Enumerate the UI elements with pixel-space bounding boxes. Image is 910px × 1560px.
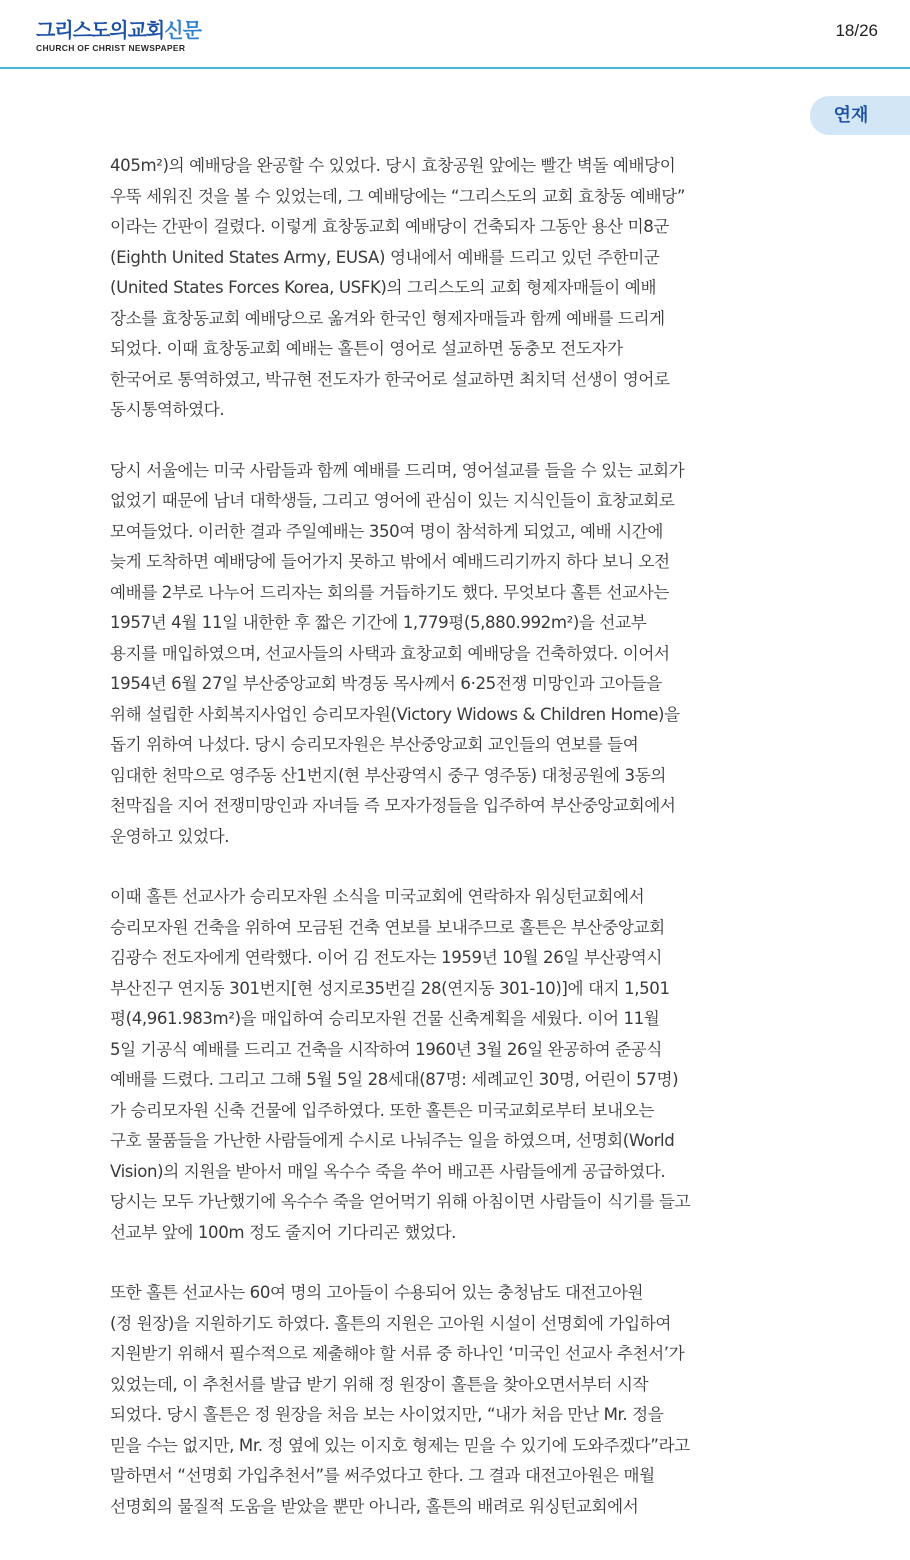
text-line: 용지를 매입하였으며, 선교사들의 사택과 효창교회 예배당을 건축하였다. 이어서 xyxy=(110,643,670,663)
text-line: 한국어로 통역하였고, 박규현 전도자가 한국어로 설교하면 최치덕 선생이 영어로 xyxy=(110,369,670,389)
logo-wordmark-accent: 신문 xyxy=(164,18,201,42)
text-line: 모여들었다. 이러한 결과 주일예배는 350여 명이 참석하게 되었고, 예배 시간에 xyxy=(110,521,663,541)
text-line: 돕기 위하여 나섰다. 당시 승리모자원은 부산중앙교회 교인들의 연보를 들여 xyxy=(110,735,639,754)
text-line: 이때 홀튼 선교사가 승리모자원 소식을 미국교회에 연락하자 워싱턴교회에서 xyxy=(110,887,645,906)
text-line: 가 승리모자원 신축 건물에 입주하였다. 또한 홀튼은 미국교회로부터 보내오는 xyxy=(110,1100,655,1120)
text-line: 되었다. 당시 홀튼은 정 원장을 처음 보는 사이었지만, “내가 처음 만난 Mr. 정을 xyxy=(110,1405,664,1424)
page-number: 18/26 xyxy=(835,21,878,40)
text-line: 선명회의 물질적 도움을 받았을 뿐만 아니라, 홀튼의 배려로 워싱턴교회에서 xyxy=(110,1496,639,1516)
article-body xyxy=(110,151,810,1552)
text-line: 이라는 간판이 걸렸다. 이렇게 효창동교회 예배당이 건축되자 그동안 용산 미8군 xyxy=(110,217,670,236)
newspaper-logo[interactable] xyxy=(36,19,206,53)
text-line: 우뚝 세워진 것을 볼 수 있었는데, 그 예배당에는 “그리스도의 교회 효창동 예배당” xyxy=(110,186,686,206)
text-line: 김광수 전도자에게 연락했다. 이어 김 전도자는 1959년 10월 26일 부산광역시 xyxy=(110,948,663,967)
article-paragraph xyxy=(110,151,810,426)
text-line: 예배를 드렸다. 그리고 그해 5월 5일 28세대(87명: 세례교인 30명, 어린이 57명) xyxy=(110,1070,679,1089)
text-line: 평(4,961.983m²)을 매입하여 승리모자원 건물 신축계획을 세웠다. 이어 11월 xyxy=(110,1009,660,1028)
article-paragraph xyxy=(110,456,810,853)
text-line: 당시 서울에는 미국 사람들과 함께 예배를 드리며, 영어설교를 들을 수 있는 교회가 xyxy=(110,460,685,480)
text-line: 없었기 때문에 남녀 대학생들, 그리고 영어에 관심이 있는 지식인들이 효창교회로 xyxy=(110,491,675,510)
text-line: 승리모자원 건축을 위하여 모금된 건축 연보를 보내주므로 홀튼은 부산중앙교회 xyxy=(110,917,665,937)
text-line: 예배를 2부로 나누어 드리자는 회의를 거듭하기도 했다. 무엇보다 홀튼 선교사는 xyxy=(110,582,670,602)
text-line: 당시는 모두 가난했기에 옥수수 죽을 얻어먹기 위해 아침이면 사람들이 식기를 들고 xyxy=(110,1192,691,1211)
text-line: 1957년 4월 11일 내한한 후 짧은 기간에 1,779평(5,880.992m²)을 선교부 xyxy=(110,613,647,632)
logo-wordmark-main: 그리스도의교회 xyxy=(36,18,165,42)
text-line: 천막집을 지어 전쟁미망인과 자녀들 즉 모자가정들을 입주하여 부산중앙교회에서 xyxy=(110,796,676,815)
text-line: (정 원장)을 지원하기도 하였다. 홀튼의 지원은 고아원 시설이 선명회에 가입하여 xyxy=(110,1313,672,1333)
text-line: 말하면서 “선명회 가입추천서”를 써주었다고 한다. 그 결과 대전고아원은 매월 xyxy=(110,1466,655,1485)
text-line: 또한 홀튼 선교사는 60여 명의 고아들이 수용되어 있는 충청남도 대전고아원 xyxy=(110,1283,644,1302)
article-paragraph xyxy=(110,882,810,1248)
text-line: 위해 설립한 사회복지사업인 승리모자원(Victory Widows & Children Home)을 xyxy=(110,704,680,724)
text-line: 장소를 효창동교회 예배당으로 옮겨와 한국인 형제자매들과 함께 예배를 드리게 xyxy=(110,308,665,328)
text-line: 부산진구 연지동 301번지[현 성지로35번길 28(연지동 301-10)]에 대지 1,501 xyxy=(110,978,670,998)
text-line: 되었다. 이때 효창동교회 예배는 홀튼이 영어로 설교하면 동충모 전도자가 xyxy=(110,339,623,358)
text-line: 운영하고 있었다. xyxy=(110,826,230,846)
text-line: 405m²)의 예배당을 완공할 수 있었다. 당시 효창공원 앞에는 빨간 벽돌 예배당이 xyxy=(110,156,676,175)
text-line: Vision)의 지원을 받아서 매일 옥수수 죽을 쑤어 배고픈 사람들에게 공급하였다. xyxy=(110,1161,666,1181)
section-tab: 연재 xyxy=(810,96,910,135)
text-line: 임대한 천막으로 영주동 산1번지(현 부산광역시 중구 영주동) 대청공원에 3동의 xyxy=(110,765,666,785)
text-line: 믿을 수는 없지만, Mr. 정 옆에 있는 이지호 형제는 믿을 수 있기에 도와주겠다”라고 xyxy=(110,1435,690,1455)
text-line: 선교부 앞에 100m 정도 줄지어 기다리곤 했었다. xyxy=(110,1222,457,1242)
text-line: 있었는데, 이 추천서를 발급 받기 위해 정 원장이 홀튼을 찾아오면서부터 시작 xyxy=(110,1374,649,1394)
text-line: 5일 기공식 예배를 드리고 건축을 시작하여 1960년 3월 26일 완공하여 준공식 xyxy=(110,1039,663,1059)
text-line: 동시통역하였다. xyxy=(110,400,225,419)
text-line: 늦게 도착하면 예배당에 들어가지 못하고 밖에서 예배드리기까지 하다 보니 오전 xyxy=(110,552,670,571)
text-line: (Eighth United States Army, EUSA) 영내에서 예배를 드리고 있던 주한미군 xyxy=(110,247,660,267)
text-line: 지원받기 위해서 필수적으로 제출해야 할 서류 중 하나인 ‘미국인 선교사 추천서’가 xyxy=(110,1344,685,1363)
article-paragraph xyxy=(110,1278,810,1522)
logo-subtitle: CHURCH OF CHRIST NEWSPAPER xyxy=(36,43,186,53)
text-line: 1954년 6월 27일 부산중앙교회 박경동 목사께서 6·25전쟁 미망인과 고아들을 xyxy=(110,674,662,693)
text-line: 구호 물품들을 가난한 사람들에게 수시로 나눠주는 일을 하였으며, 선명회(World xyxy=(110,1131,675,1150)
page-header xyxy=(0,0,910,69)
logo-wordmark xyxy=(36,19,206,41)
text-line: (United States Forces Korea, USFK)의 그리스도의 교회 형제자매들이 예배 xyxy=(110,278,657,297)
